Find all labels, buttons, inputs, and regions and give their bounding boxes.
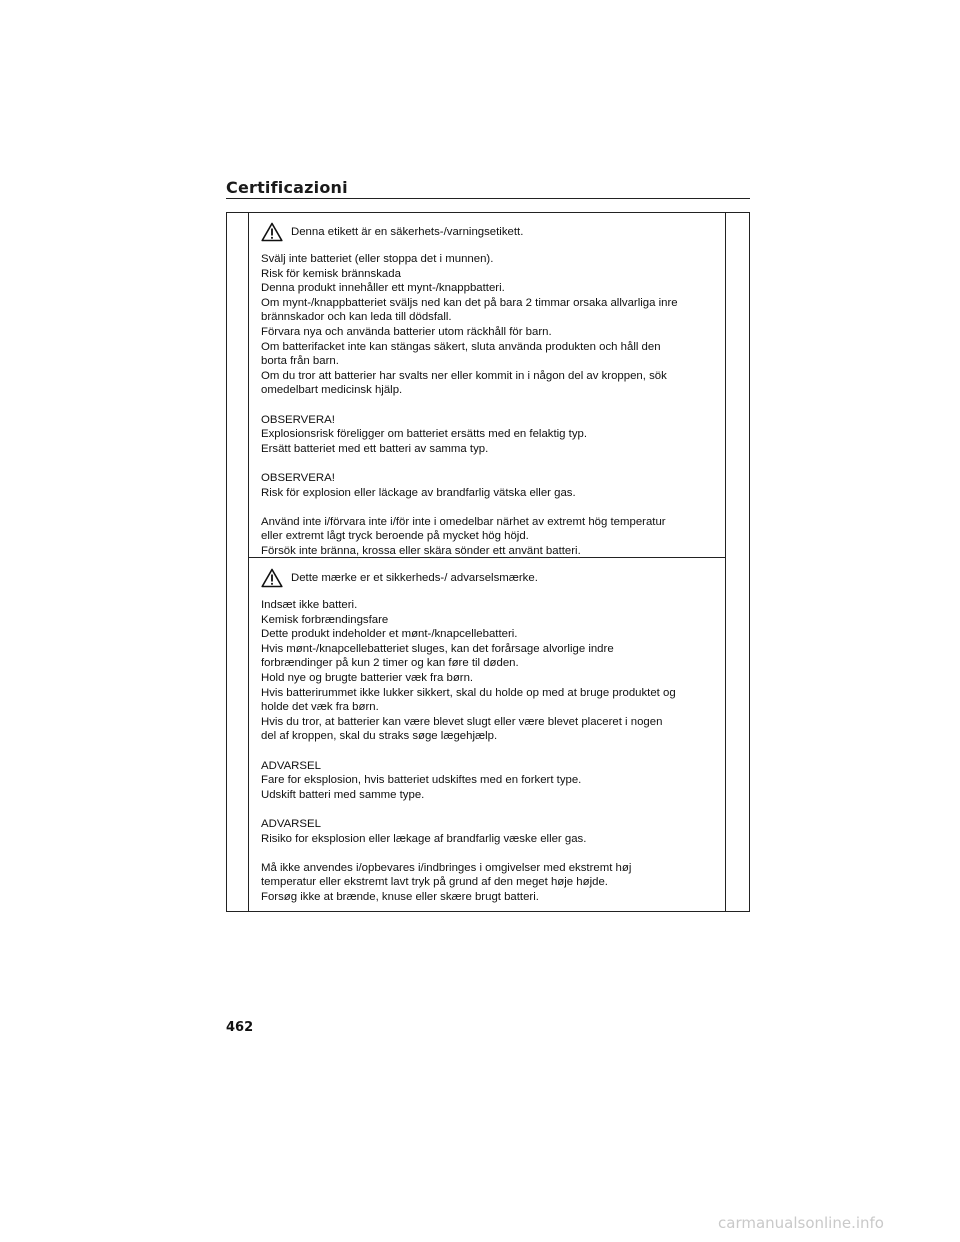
watermark: carmanualsonline.info — [718, 1214, 884, 1232]
warning-heading-text: Dette mærke er et sikkerheds-/ advarselsmærke. — [291, 571, 538, 584]
text-line: del af kroppen, skal du straks søge lægehjælp. — [261, 730, 498, 743]
text-line: Dette produkt indeholder et mønt-/knapcellebatteri. — [261, 628, 518, 641]
label-block-danish — [249, 558, 725, 912]
label-block-swedish — [249, 212, 725, 558]
label-paragraph — [261, 515, 715, 559]
text-line: Om du tror att batterier har svalts ner eller kommit in i någon del av kroppen, sök — [261, 369, 667, 382]
text-line: omedelbart medicinsk hjälp. — [261, 384, 403, 397]
text-line: temperatur eller ekstremt lavt tryk på grund af den meget høje højde. — [261, 876, 608, 889]
text-line: Om mynt-/knappbatteriet sväljs ned kan det på bara 2 timmar orsaka allvarliga inre — [261, 296, 678, 309]
text-line: Hvis mønt-/knapcellebatteriet sluges, kan det forårsage alvorlige indre — [261, 642, 614, 655]
warning-heading-text: Denna etikett är en säkerhets-/varningsetikett. — [291, 225, 524, 238]
label-paragraph — [261, 598, 715, 744]
text-line: holde det væk fra børn. — [261, 701, 379, 714]
text-line: Indsæt ikke batteri. — [261, 599, 358, 611]
page-number: 462 — [226, 1020, 254, 1035]
warning-heading — [261, 566, 715, 590]
text-line: Försök inte bränna, krossa eller skära sönder ett använt batteri. — [261, 544, 581, 557]
text-line: Udskift batteri med samme type. — [261, 788, 425, 801]
text-line: Risk för explosion eller läckage av brandfarlig vätska eller gas. — [261, 486, 576, 499]
text-line: Denna produkt innehåller ett mynt-/knappbatteri. — [261, 282, 505, 295]
text-line: ADVARSEL — [261, 759, 321, 772]
text-line: Hvis batterirummet ikke lukker sikkert, skal du holde op med at bruge produktet og — [261, 686, 676, 699]
text-line: Ersätt batteriet med ett batteri av samma typ. — [261, 442, 489, 455]
warning-heading — [261, 220, 715, 244]
text-line: Svälj inte batteriet (eller stoppa det i munnen). — [261, 253, 494, 265]
text-line: Hvis du tror, at batterier kan være blevet slugt eller være blevet placeret i nogen — [261, 715, 663, 728]
text-line: OBSERVERA! — [261, 413, 335, 426]
text-line: Må ikke anvendes i/opbevares i/indbringes i omgivelser med ekstremt høj — [261, 861, 632, 874]
text-line: OBSERVERA! — [261, 471, 335, 484]
label-paragraph — [261, 413, 715, 457]
text-line: borta från barn. — [261, 355, 339, 368]
title-divider — [226, 198, 750, 199]
section-title: Certificazioni — [226, 178, 348, 197]
text-line: Explosionsrisk föreligger om batteriet ersätts med en felaktig typ. — [261, 428, 588, 441]
text-line: ADVARSEL — [261, 817, 321, 830]
label-table — [248, 212, 726, 912]
text-line: eller extremt lågt tryck beroende på mycket hög höjd. — [261, 530, 529, 543]
warning-triangle-icon — [261, 222, 283, 242]
text-line: Risiko for eksplosion eller lækage af brandfarlig væske eller gas. — [261, 832, 587, 845]
text-line: Förvara nya och använda batterier utom räckhåll för barn. — [261, 325, 552, 338]
text-line: Risk för kemisk brännskada — [261, 267, 401, 280]
label-paragraph — [261, 861, 715, 905]
text-line: Kemisk forbrændingsfare — [261, 613, 389, 626]
warning-triangle-icon — [261, 568, 283, 588]
text-line: Använd inte i/förvara inte i/för inte i omedelbar närhet av extremt hög temperatur — [261, 515, 666, 528]
label-paragraph — [261, 817, 715, 846]
text-line: Forsøg ikke at brænde, knuse eller skære brugt batteri. — [261, 890, 539, 903]
text-line: Hold nye og brugte batterier væk fra børn. — [261, 671, 474, 684]
label-paragraph — [261, 471, 715, 500]
text-line: brännskador och kan leda till dödsfall. — [261, 311, 452, 324]
text-line: Fare for eksplosion, hvis batteriet udskiftes med en forkert type. — [261, 774, 582, 787]
text-line: Om batterifacket inte kan stängas säkert, sluta använda produkten och håll den — [261, 340, 661, 353]
text-line: forbrændinger på kun 2 timer og kan føre til døden. — [261, 657, 519, 670]
label-paragraph — [261, 759, 715, 803]
label-paragraph — [261, 252, 715, 398]
